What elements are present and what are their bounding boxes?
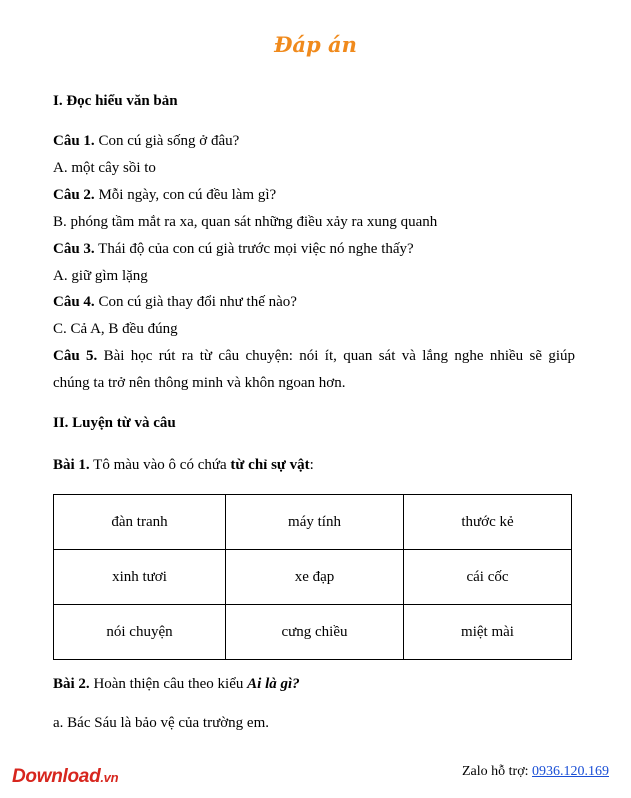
table-cell[interactable]: cái cốc [404, 550, 572, 605]
table-cell[interactable]: thước kẻ [404, 495, 572, 550]
answer-3: A. giữ gìm lặng [53, 268, 148, 284]
page-title: Đáp án [274, 32, 357, 57]
question-5-text: Bài học rút ra từ câu chuyện: nói ít, quan sát và lắng nghe nhiều sẽ giúp [97, 348, 575, 364]
table-cell[interactable]: máy tính [226, 495, 404, 550]
exercise-1-colon: : [309, 457, 314, 473]
support-contact [462, 764, 609, 780]
exercise-2-text: Hoàn thiện câu theo kiểu [89, 676, 248, 692]
logo-tld: .vn [100, 770, 119, 785]
question-1 [53, 131, 239, 151]
download-logo[interactable] [12, 766, 118, 788]
exercise-1-text: Tô màu vào ô có chứa [89, 457, 231, 473]
table-row [54, 495, 572, 550]
table-cell[interactable]: nói chuyện [54, 605, 226, 660]
exercise-2-label: Bài 2. [53, 676, 90, 692]
question-2-label: Câu 2. [53, 187, 95, 203]
section2-heading: II. Luyện từ và câu [53, 415, 176, 431]
support-phone-link[interactable]: 0936.120.169 [532, 764, 609, 779]
table-cell[interactable]: xinh tươi [54, 550, 226, 605]
question-5-line-1 [53, 346, 575, 366]
answer-2: B. phóng tầm mắt ra xa, quan sát những điều xảy ra xung quanh [53, 214, 438, 230]
logo-main: Download [12, 766, 101, 787]
question-3-text: Thái độ của con cú già trước mọi việc nó nghe thấy? [94, 241, 414, 257]
question-5-line-2: chúng ta trở nên thông minh và khôn ngoan hơn. [53, 375, 346, 391]
answer-4: C. Cả A, B đều đúng [53, 321, 178, 337]
exercise-1-prompt [53, 455, 314, 475]
word-table [53, 494, 572, 660]
question-1-text: Con cú già sống ở đâu? [94, 133, 240, 149]
question-4 [53, 292, 297, 312]
question-4-text: Con cú già thay đổi như thế nào? [94, 294, 297, 310]
exercise-2-prompt [53, 674, 300, 694]
table-cell[interactable]: xe đạp [226, 550, 404, 605]
table-cell[interactable]: đàn tranh [54, 495, 226, 550]
question-3-label: Câu 3. [53, 241, 95, 257]
question-1-label: Câu 1. [53, 133, 95, 149]
question-3 [53, 239, 414, 259]
table-row [54, 605, 572, 660]
exercise-1-label: Bài 1. [53, 457, 90, 473]
exercise-2-emphasis: Ai là gì? [247, 676, 300, 692]
question-2 [53, 185, 276, 205]
support-label: Zalo hỗ trợ: [462, 764, 532, 779]
answer-1: A. một cây sồi to [53, 160, 156, 176]
question-5-label: Câu 5. [53, 348, 98, 364]
table-row [54, 550, 572, 605]
section1-heading: I. Đọc hiểu văn bản [53, 93, 178, 109]
question-2-text: Mỗi ngày, con cú đều làm gì? [94, 187, 277, 203]
exercise-2-answer: a. Bác Sáu là bảo vệ của trường em. [53, 715, 269, 731]
table-cell[interactable]: cưng chiều [226, 605, 404, 660]
exercise-1-emphasis: từ chỉ sự vật [230, 457, 310, 473]
table-cell[interactable]: miệt mài [404, 605, 572, 660]
question-4-label: Câu 4. [53, 294, 95, 310]
